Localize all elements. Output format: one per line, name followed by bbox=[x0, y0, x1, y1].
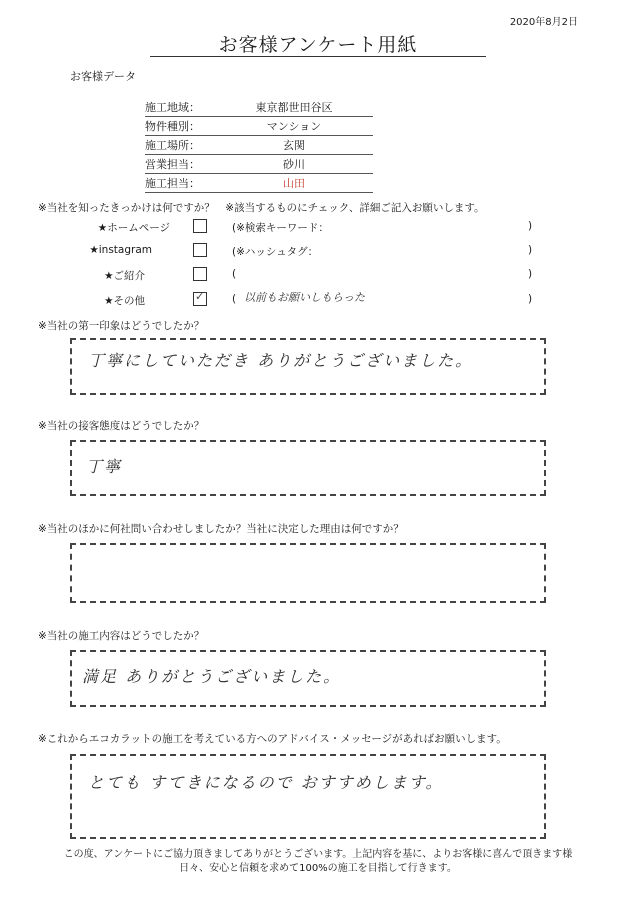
field-value: マンション bbox=[266, 120, 322, 133]
title-underline bbox=[150, 56, 486, 57]
question-how-found: ※当社を知ったきっかけは何ですか？ ※該当するものにチェック、詳細ご記入お願いします。 bbox=[38, 202, 485, 214]
detail-close-other: ) bbox=[528, 293, 533, 305]
field-label: 物件種別： bbox=[145, 120, 200, 133]
field-label: 施工場所： bbox=[145, 139, 200, 152]
field-label: 施工地域： bbox=[145, 101, 200, 114]
detail-handwritten-other: 以前もお願いしもらった bbox=[244, 291, 365, 304]
field-value: 砂川 bbox=[283, 158, 305, 171]
checkbox-other[interactable] bbox=[193, 292, 207, 306]
option-label-instagram: ★instagram bbox=[89, 244, 152, 256]
field-construction-area bbox=[145, 97, 373, 117]
field-installer bbox=[145, 173, 373, 193]
detail-prefix-referral: ( bbox=[232, 268, 237, 280]
detail-close-referral: ) bbox=[528, 268, 533, 280]
detail-prefix-homepage: (※検索キーワード： bbox=[232, 222, 329, 234]
question-other-companies: ※当社のほかに何社問い合わせしましたか？当社に決定した理由は何ですか？ bbox=[38, 523, 404, 535]
option-label-other: ★その他 bbox=[104, 295, 145, 307]
answer-box-other-companies[interactable] bbox=[70, 543, 546, 603]
field-property-type bbox=[145, 116, 373, 136]
answer-text: 丁寧 bbox=[86, 457, 123, 476]
field-label: 営業担当： bbox=[145, 158, 200, 171]
option-label-referral: ★ご紹介 bbox=[104, 270, 145, 282]
detail-prefix-instagram: (※ハッシュタグ： bbox=[232, 246, 319, 258]
question-advice-message: ※これからエコカラットの施工を考えている方へのアドバイス・メッセージがあればお願いします。 bbox=[38, 733, 507, 745]
field-sales-rep bbox=[145, 154, 373, 174]
field-value: 東京都世田谷区 bbox=[255, 101, 333, 114]
question-customer-service: ※当社の接客態度はどうでしたか？ bbox=[38, 420, 205, 432]
checkbox-referral[interactable] bbox=[193, 267, 207, 281]
detail-close-homepage: ) bbox=[528, 220, 533, 232]
customer-data-heading: お客様データ bbox=[70, 70, 136, 83]
field-value: 玄関 bbox=[283, 139, 305, 152]
answer-box-first-impression[interactable] bbox=[70, 338, 546, 395]
answer-text: 丁寧にしていただき ありがとうございました。 bbox=[88, 351, 474, 370]
checkbox-homepage[interactable] bbox=[193, 219, 207, 233]
footer-message-line1: この度、アンケートにご協力頂きましてありがとうございます。上記内容を基に、よりお客様に喜んで頂きます様 bbox=[63, 849, 573, 860]
footer-message-line2: 日々、安心と信頼を求めて100%の施工を目指して行きます。 bbox=[179, 863, 457, 874]
field-value-handwritten: 山田 bbox=[283, 177, 305, 190]
question-first-impression: ※当社の第一印象はどうでしたか？ bbox=[38, 320, 205, 332]
field-label: 施工担当： bbox=[145, 177, 200, 190]
survey-date: 2020年8月2日 bbox=[509, 17, 578, 28]
detail-prefix-other: ( bbox=[232, 293, 237, 305]
detail-close-instagram: ) bbox=[528, 244, 533, 256]
answer-box-advice-message[interactable] bbox=[70, 754, 546, 839]
option-label-homepage: ★ホームページ bbox=[97, 222, 170, 234]
checkmark-icon: ✓ bbox=[195, 290, 205, 303]
answer-text: 満足 ありがとうございました。 bbox=[82, 667, 342, 686]
question-construction-quality: ※当社の施工内容はどうでしたか？ bbox=[38, 630, 205, 642]
page-title: お客様アンケート用紙 bbox=[218, 34, 418, 56]
field-construction-place bbox=[145, 135, 373, 155]
answer-text: とても すてきになるので おすすめします。 bbox=[88, 773, 444, 792]
answer-box-customer-service[interactable] bbox=[70, 440, 546, 496]
answer-box-construction-quality[interactable] bbox=[70, 650, 546, 707]
checkbox-instagram[interactable] bbox=[193, 243, 207, 257]
